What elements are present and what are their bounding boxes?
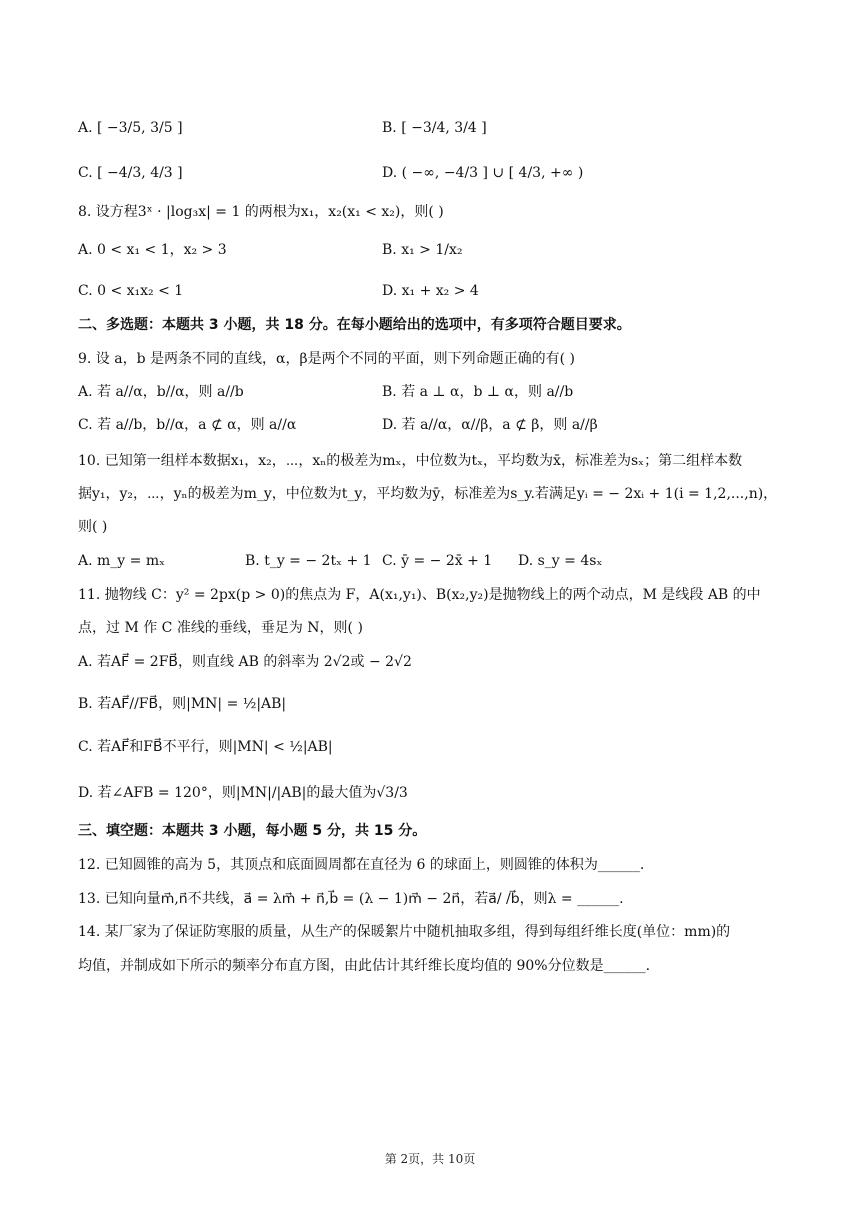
q10-stem-line-2: 据y₁，y₂，⋯，yₙ的极差为m_y，中位数为t_y，平均数为ȳ，标准差为s_y.若满足yᵢ = − 2xᵢ + 1(i = 1,2,...,n)， — [78, 486, 778, 502]
q11-option-c: C. 若AF⃗和FB⃗不平行，则|MN| < ½|AB| — [78, 739, 333, 755]
q13-stem: 13. 已知向量m⃗,n⃗不共线，a⃗ = λm⃗ + n⃗,b⃗ = (λ − 1)m⃗ − 2n⃗，若a⃗/ /b⃗，则λ = ______. — [78, 891, 624, 907]
q8-option-d: D. x₁ + x₂ > 4 — [382, 283, 479, 299]
q10-stem-line-3: 则( ) — [78, 519, 108, 535]
q11-option-d: D. 若∠AFB = 120°，则|MN|/|AB|的最大值为√3/3 — [78, 785, 408, 801]
q10-option-b: B. t_y = − 2tₓ + 1 — [245, 553, 372, 569]
page-footer: 第 2页，共 10页 — [384, 1152, 476, 1166]
q11-stem-line-2: 点，过 M 作 C 准线的垂线，垂足为 N，则( ) — [78, 620, 363, 636]
section-heading-multiple-choice: 二、多选题：本题共 3 小题，共 18 分。在每小题给出的选项中，有多项符合题目要求。 — [78, 317, 631, 333]
q12-stem: 12. 已知圆锥的高为 5，其顶点和底面圆周都在直径为 6 的球面上，则圆锥的体积为______. — [78, 857, 645, 873]
q10-option-a: A. m_y = mₓ — [78, 553, 166, 569]
q10-option-c: C. ȳ = − 2x̄ + 1 — [382, 553, 493, 569]
q8-option-a: A. 0 < x₁ < 1，x₂ > 3 — [78, 242, 227, 258]
q8-stem: 8. 设方程3ˣ · |log₃x| = 1 的两根为x₁，x₂(x₁ < x₂)，则( ) — [78, 204, 444, 220]
q11-stem-line-1: 11. 抛物线 C：y² = 2px(p > 0)的焦点为 F，A(x₁,y₁)、B(x₂,y₂)是抛物线上的两个动点，M 是线段 AB 的中 — [78, 587, 761, 603]
q14-stem-line-2: 均值，并制成如下所示的频率分布直方图，由此估计其纤维长度均值的 90%分位数是______. — [78, 958, 651, 974]
q10-stem-line-1: 10. 已知第一组样本数据x₁，x₂，⋯，xₙ的极差为mₓ，中位数为tₓ，平均数为x̄，标准差为sₓ；第二组样本数 — [78, 453, 743, 469]
q9-option-a: A. 若 a//α，b//α，则 a//b — [78, 384, 244, 400]
q14-stem-line-1: 14. 某厂家为了保证防寒服的质量，从生产的保暖絮片中随机抽取多组，得到每组纤维长度(单位：mm)的 — [78, 924, 731, 940]
q9-option-c: C. 若 a//b，b//α，a ⊄ α，则 a//α — [78, 417, 297, 433]
q11-option-a: A. 若AF⃗ = 2FB⃗，则直线 AB 的斜率为 2√2或 − 2√2 — [78, 654, 412, 670]
q7-option-c: C. [ −4/3, 4/3 ] — [78, 165, 183, 181]
q9-option-b: B. 若 a ⊥ α，b ⊥ α，则 a//b — [382, 384, 574, 400]
q9-option-d: D. 若 a//α，α//β，a ⊄ β，则 a//β — [382, 417, 598, 433]
q9-stem: 9. 设 a，b 是两条不同的直线，α，β是两个不同的平面，则下列命题正确的有( ) — [78, 351, 575, 367]
q11-option-b: B. 若AF⃗//FB⃗，则|MN| = ½|AB| — [78, 696, 287, 712]
q8-option-b: B. x₁ > 1/x₂ — [382, 242, 463, 258]
q7-option-d: D. ( −∞, −4/3 ] ∪ [ 4/3, +∞ ) — [382, 165, 584, 181]
q8-option-c: C. 0 < x₁x₂ < 1 — [78, 283, 184, 299]
section-heading-fill-in: 三、填空题：本题共 3 小题，每小题 5 分，共 15 分。 — [78, 823, 427, 839]
q7-option-a: A. [ −3/5, 3/5 ] — [78, 120, 183, 136]
q7-option-b: B. [ −3/4, 3/4 ] — [382, 120, 487, 136]
q10-option-d: D. s_y = 4sₓ — [518, 553, 603, 569]
